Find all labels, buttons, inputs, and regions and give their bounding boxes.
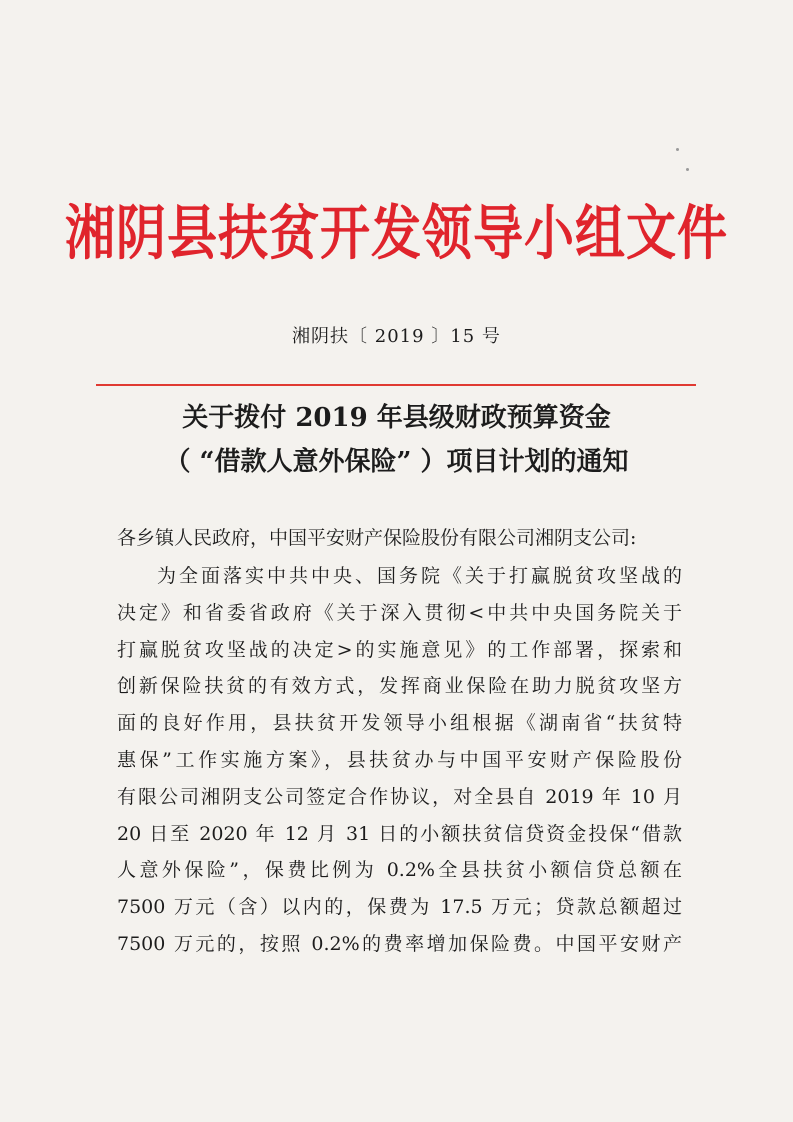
notice-title (0, 396, 793, 484)
document-number: 湘阴扶〔 2019 〕15 号 (292, 326, 501, 347)
body-line: 创新保险扶贫的有效方式，发挥商业保险在助力脱贫攻坚方 (117, 675, 682, 698)
notice-title-line-1: 关于拨付 2019 年县级财政预算资金 (182, 403, 611, 433)
body-paragraph (117, 558, 682, 963)
body-line: 20 日至 2020 年 12 月 31 日的小额扶贫信贷资金投保“借款 (117, 822, 682, 845)
body-line: 人意外保险”，保费比例为 0.2%全县扶贫小额信贷总额在 (117, 859, 682, 882)
red-divider-rule (96, 384, 696, 386)
body-line: 惠保”工作实施方案》，县扶贫办与中国平安财产保险股份 (117, 748, 682, 771)
scan-speck (676, 148, 679, 151)
issuer-header-title: 湘阴县扶贫开发领导小组文件 (65, 197, 728, 268)
body-line: 7500 万元（含）以内的，保费为 17.5 万元；贷款总额超过 (117, 896, 682, 919)
notice-title-line-2: （ “借款人意外保险” ）项目计划的通知 (164, 447, 629, 477)
body-line: 为全面落实中共中央、国务院《关于打赢脱贫攻坚战的 (157, 565, 682, 587)
body-line: 面的良好作用，县扶贫开发领导小组根据《湖南省“扶贫特 (117, 712, 682, 735)
body-line: 决定》和省委省政府《关于深入贯彻<中共中央国务院关于 (117, 601, 682, 624)
body-line: 7500 万元的，按照 0.2%的费率增加保险费。中国平安财产 (117, 932, 682, 955)
body-line: 打赢脱贫攻坚战的决定>的实施意见》的工作部署，探索和 (117, 638, 682, 661)
scan-speck (686, 168, 689, 171)
body-line: 有限公司湘阴支公司签定合作协议，对全县自 2019 年 10 月 (117, 785, 682, 808)
addressee-line: 各乡镇人民政府，中国平安财产保险股份有限公司湘阴支公司: (117, 527, 637, 549)
